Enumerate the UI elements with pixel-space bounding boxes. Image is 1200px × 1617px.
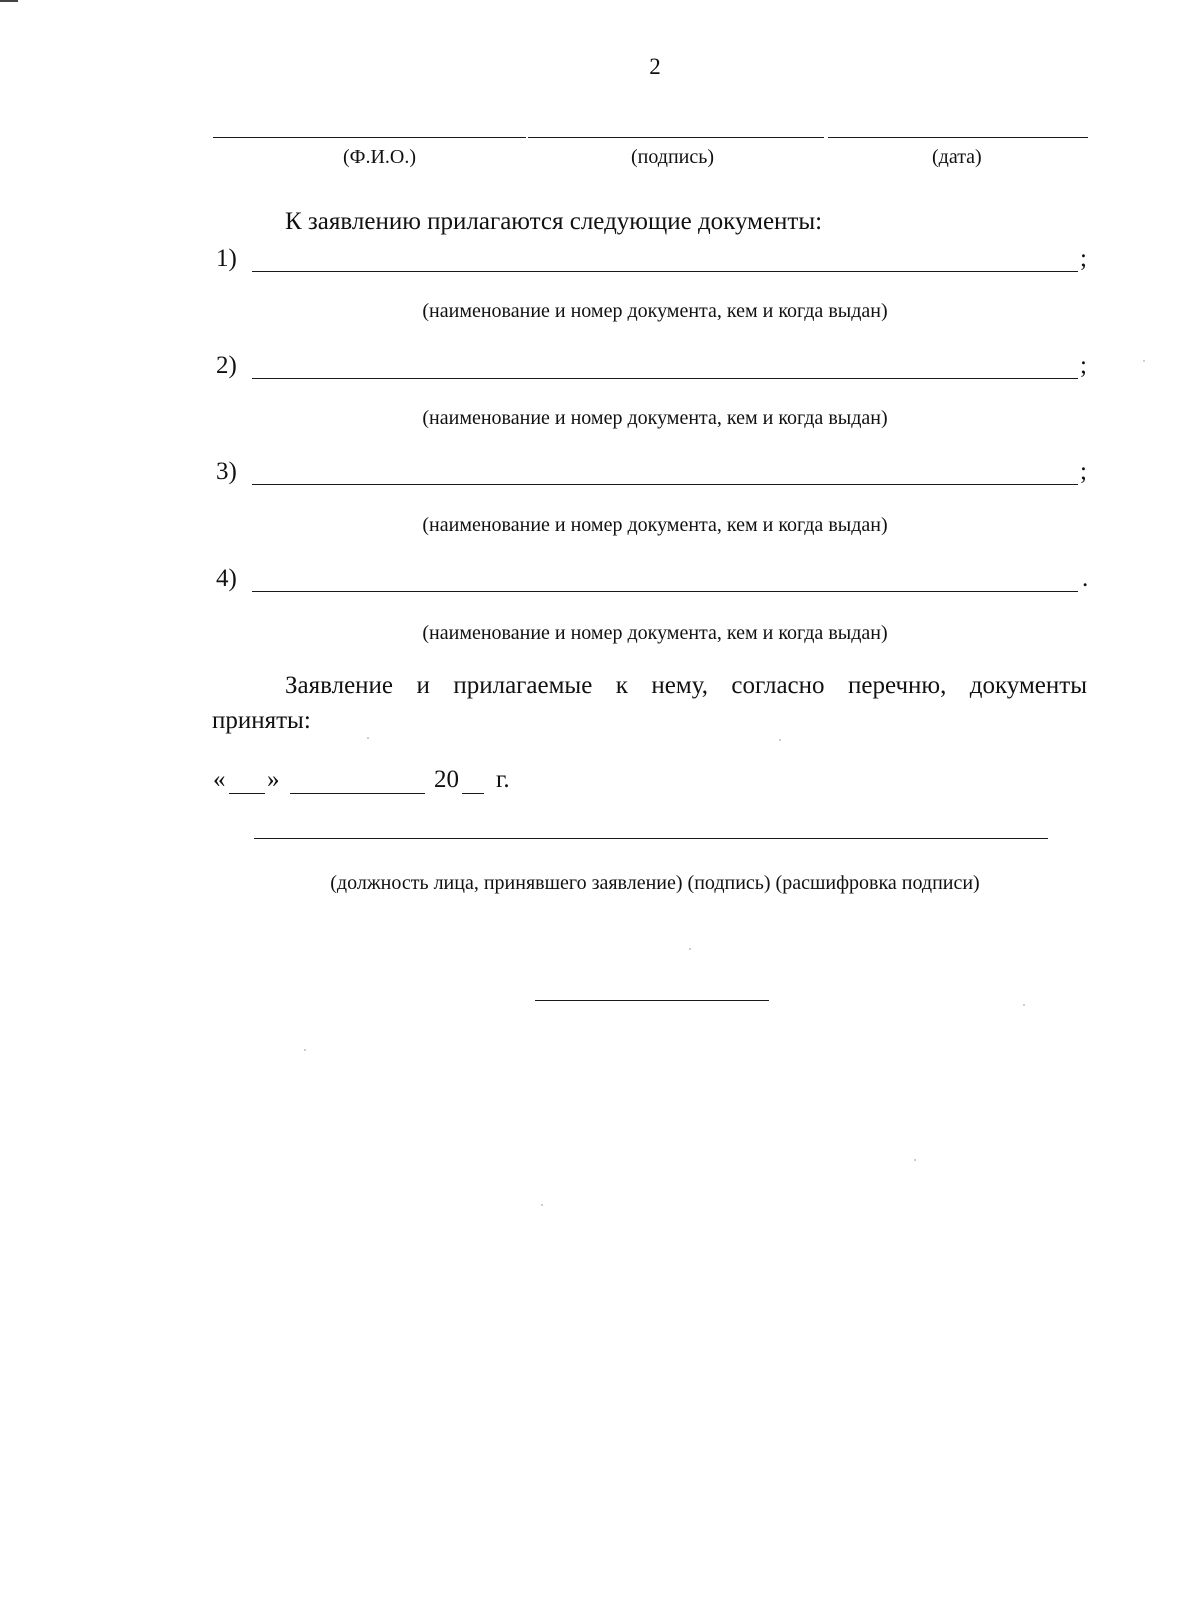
attachments-intro: К заявлению прилагаются следующие документы: — [285, 208, 823, 235]
date-close-quote: » — [267, 766, 280, 793]
document-4-caption: (наименование и номер документа, кем и когда выдан) — [422, 622, 888, 644]
document-1-caption: (наименование и номер документа, кем и когда выдан) — [422, 300, 888, 322]
scan-speck — [779, 739, 781, 741]
page-number: 2 — [649, 54, 661, 79]
fio-caption: (Ф.И.О.) — [343, 146, 417, 168]
document-3-number: 3) — [216, 458, 237, 485]
year-suffix: г. — [496, 766, 510, 793]
scan-speck — [1023, 1004, 1025, 1006]
scan-corner-mark — [0, 0, 18, 2]
date-caption: (дата) — [932, 146, 982, 168]
document-3-line — [252, 484, 1078, 485]
document-1-number: 1) — [216, 245, 237, 272]
acceptance-line-1: Заявление и прилагаемые к нему, согласно перечню, документы — [285, 672, 1087, 699]
document-2-line — [252, 378, 1078, 379]
acceptance-line-2: приняты: — [212, 707, 311, 734]
document-2-number: 2) — [216, 352, 237, 379]
signature-caption: (подпись) — [631, 146, 715, 168]
scan-speck — [914, 1159, 916, 1161]
year-blank — [462, 793, 484, 794]
document-1-line — [252, 271, 1078, 272]
scan-speck — [367, 737, 369, 739]
date-line — [828, 137, 1088, 138]
signature-line — [528, 137, 824, 138]
scan-speck — [304, 1049, 306, 1051]
document-2-caption: (наименование и номер документа, кем и когда выдан) — [422, 407, 888, 429]
scan-speck — [1143, 360, 1145, 362]
scan-speck — [689, 948, 691, 950]
official-signature-line — [254, 838, 1048, 839]
date-open-quote: « — [213, 766, 226, 793]
document-4-ending: . — [1082, 565, 1089, 592]
document-4-line — [252, 591, 1078, 592]
day-blank — [229, 793, 265, 794]
year-prefix: 20 — [434, 766, 459, 793]
document-1-ending: ; — [1080, 245, 1087, 272]
document-3-ending: ; — [1080, 458, 1087, 485]
document-4-number: 4) — [216, 565, 237, 592]
official-caption: (должность лица, принявшего заявление) (подпись) (расшифровка подписи) — [330, 872, 980, 894]
document-3-caption: (наименование и номер документа, кем и когда выдан) — [422, 514, 888, 536]
scan-speck — [541, 1204, 543, 1206]
fio-line — [213, 137, 526, 138]
document-2-ending: ; — [1080, 352, 1087, 379]
closing-separator — [535, 1000, 769, 1001]
month-blank — [290, 793, 425, 794]
